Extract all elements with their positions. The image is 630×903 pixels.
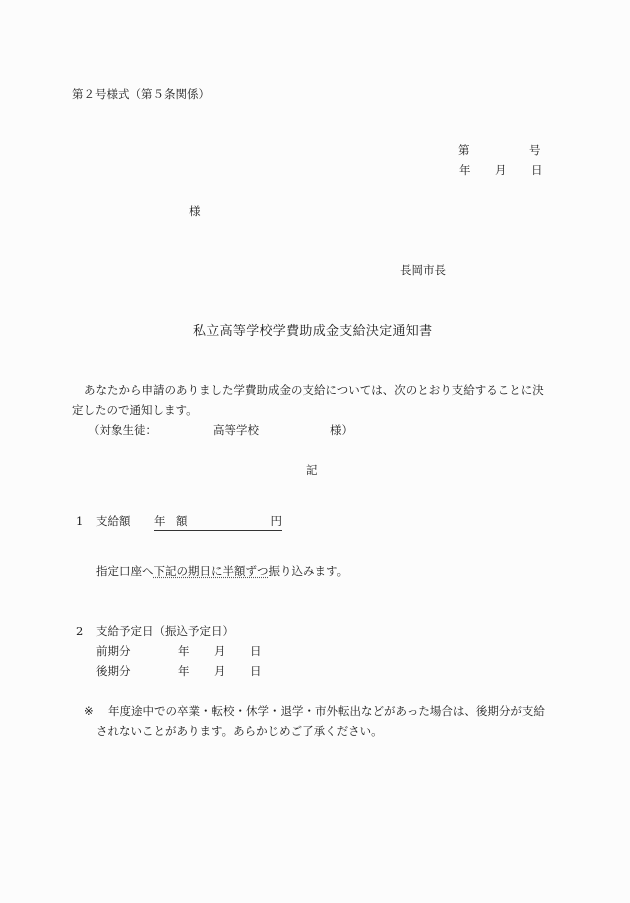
addressee-suffix: 様 xyxy=(189,204,201,218)
body-line-1: あなたから申請のありました学費助成金の支給については、次のとおり支給することに決 xyxy=(84,383,544,397)
amount-label: 額 xyxy=(176,514,188,528)
schedule-row-day: 日 xyxy=(250,644,262,658)
item1-number: 1 xyxy=(76,514,84,528)
date-month: 月 xyxy=(495,163,507,177)
form-label: 第２号様式（第５条関係） xyxy=(72,87,210,101)
document-title: 私立高等学校学費助成金支給決定通知書 xyxy=(193,324,433,339)
note-line-2: されないことがあります。あらかじめご了承ください。 xyxy=(96,724,383,738)
amount-year: 年 xyxy=(154,514,166,528)
schedule-row-month: 月 xyxy=(214,664,226,678)
schedule-row-year: 年 xyxy=(178,644,190,658)
payment-note-before: 指定口座へ xyxy=(96,564,154,578)
number-suffix: 号 xyxy=(529,143,541,157)
schedule-row-period: 前期分 xyxy=(96,644,131,658)
item1-label: 支給額 xyxy=(96,514,131,528)
payment-note-underlined: 下記の期日に半額ずつ xyxy=(153,564,269,578)
schedule-row-month: 月 xyxy=(214,644,226,658)
item2-label: 支給予定日（振込予定日） xyxy=(96,624,234,638)
body-line-2: 定したので通知します。 xyxy=(72,403,198,417)
issuer: 長岡市長 xyxy=(400,263,446,277)
number-prefix: 第 xyxy=(458,143,470,157)
schedule-row-day: 日 xyxy=(250,664,262,678)
target-student-close: 様） xyxy=(330,423,353,437)
item2-number: 2 xyxy=(76,624,84,638)
schedule-row-year: 年 xyxy=(178,664,190,678)
annual-amount-field xyxy=(154,516,282,531)
payment-note xyxy=(96,566,348,578)
ki-marker: 記 xyxy=(306,463,318,477)
date-day: 日 xyxy=(531,163,543,177)
note-mark: ※ xyxy=(84,704,94,718)
target-school: 高等学校 xyxy=(213,423,259,437)
schedule-row-period: 後期分 xyxy=(96,664,131,678)
amount-unit: 円 xyxy=(270,514,282,528)
target-student-open: （対象生徒： xyxy=(88,423,157,437)
date-year: 年 xyxy=(459,163,471,177)
note-line-1: 年度途中での卒業・転校・休学・退学・市外転出などがあった場合は、後期分が支給 xyxy=(108,704,545,718)
payment-note-after: 振り込みます。 xyxy=(268,564,349,578)
